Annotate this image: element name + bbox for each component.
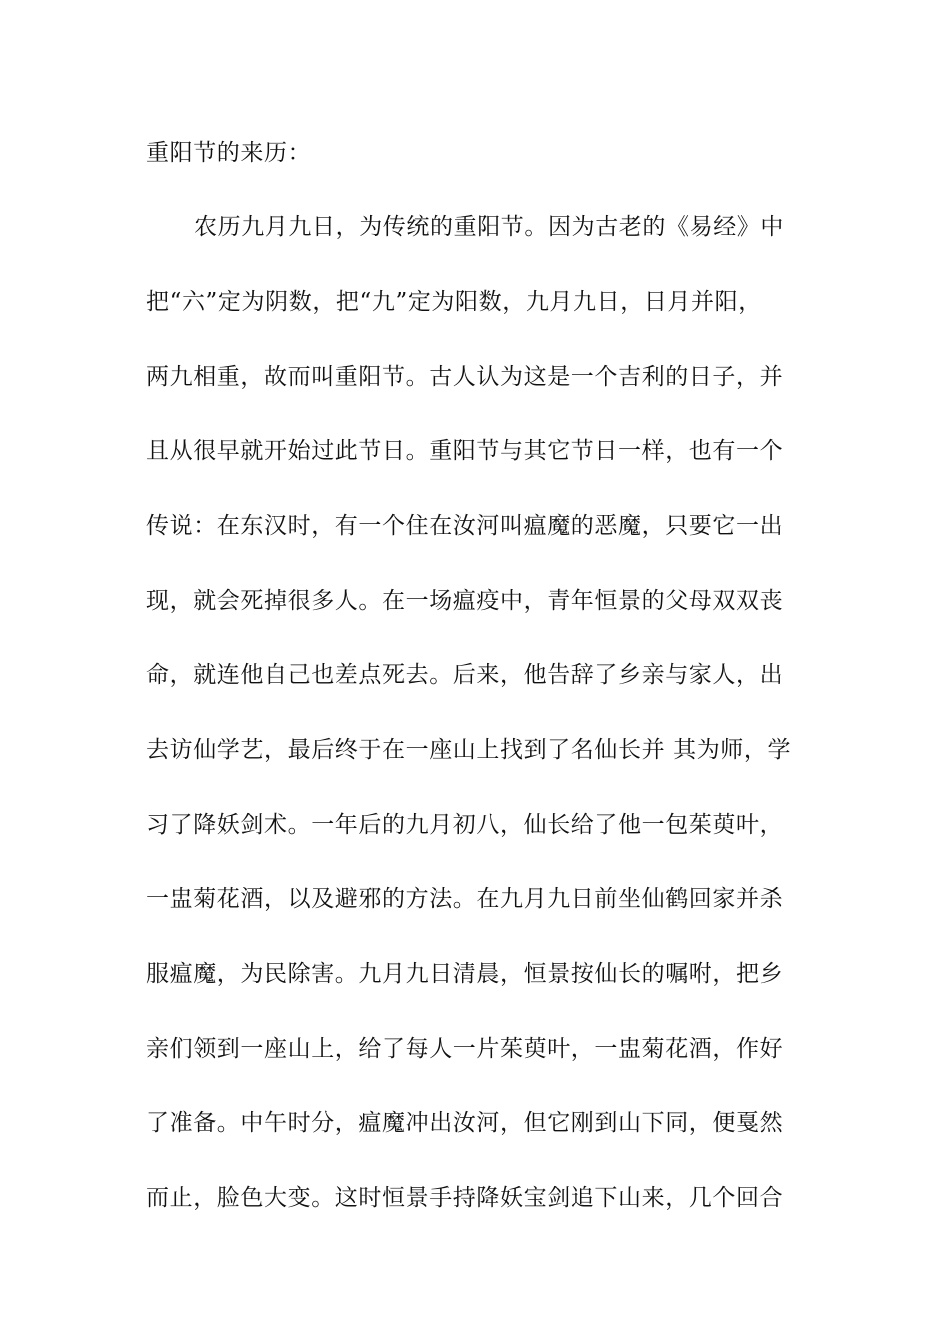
paragraph-line-7: 命，就连他自己也差点死去。后来，他告辞了乡亲与家人，出 [146,662,784,688]
paragraph-line-8: 去访仙学艺，最后终于在一座山上找到了名仙长并 其为师，学 [146,737,792,763]
paragraph-line-1: 农历九月九日，为传统的重阳节。因为古老的《易经》中 [194,214,784,240]
paragraph-line-14: 而止，脸色大变。这时恒景手持降妖宝剑追下山来，几个回合 [146,1185,784,1211]
paragraph-line-4: 且从很早就开始过此节日。重阳节与其它节日一样，也有一个 [146,438,784,464]
paragraph-line-5: 传说：在东汉时，有一个住在汝河叫瘟魔的恶魔，只要它一出 [146,513,784,539]
paragraph-line-6: 现，就会死掉很多人。在一场瘟疫中，青年恒景的父母双双丧 [146,588,784,614]
paragraph-line-9: 习了降妖剑术。一年后的九月初八，仙长给了他一包茱萸叶， [146,812,784,838]
paragraph-line-3: 两九相重，故而叫重阳节。古人认为这是一个吉利的日子，并 [146,364,784,390]
paragraph-line-13: 了准备。中午时分，瘟魔冲出汝河，但它刚到山下同，便戛然 [146,1110,784,1136]
document-heading: 重阳节的来历： [146,140,312,166]
paragraph-line-12: 亲们领到一座山上，给了每人一片茱萸叶，一盅菊花酒，作好 [146,1036,784,1062]
paragraph-line-2: 把“六”定为阴数，把“九”定为阳数，九月九日，日月并阳， [146,289,762,315]
paragraph-line-11: 服瘟魔，为民除害。九月九日清晨，恒景按仙长的嘱咐，把乡 [146,961,784,987]
paragraph-line-10: 一盅菊花酒，以及避邪的方法。在九月九日前坐仙鹤回家并杀 [146,886,784,912]
